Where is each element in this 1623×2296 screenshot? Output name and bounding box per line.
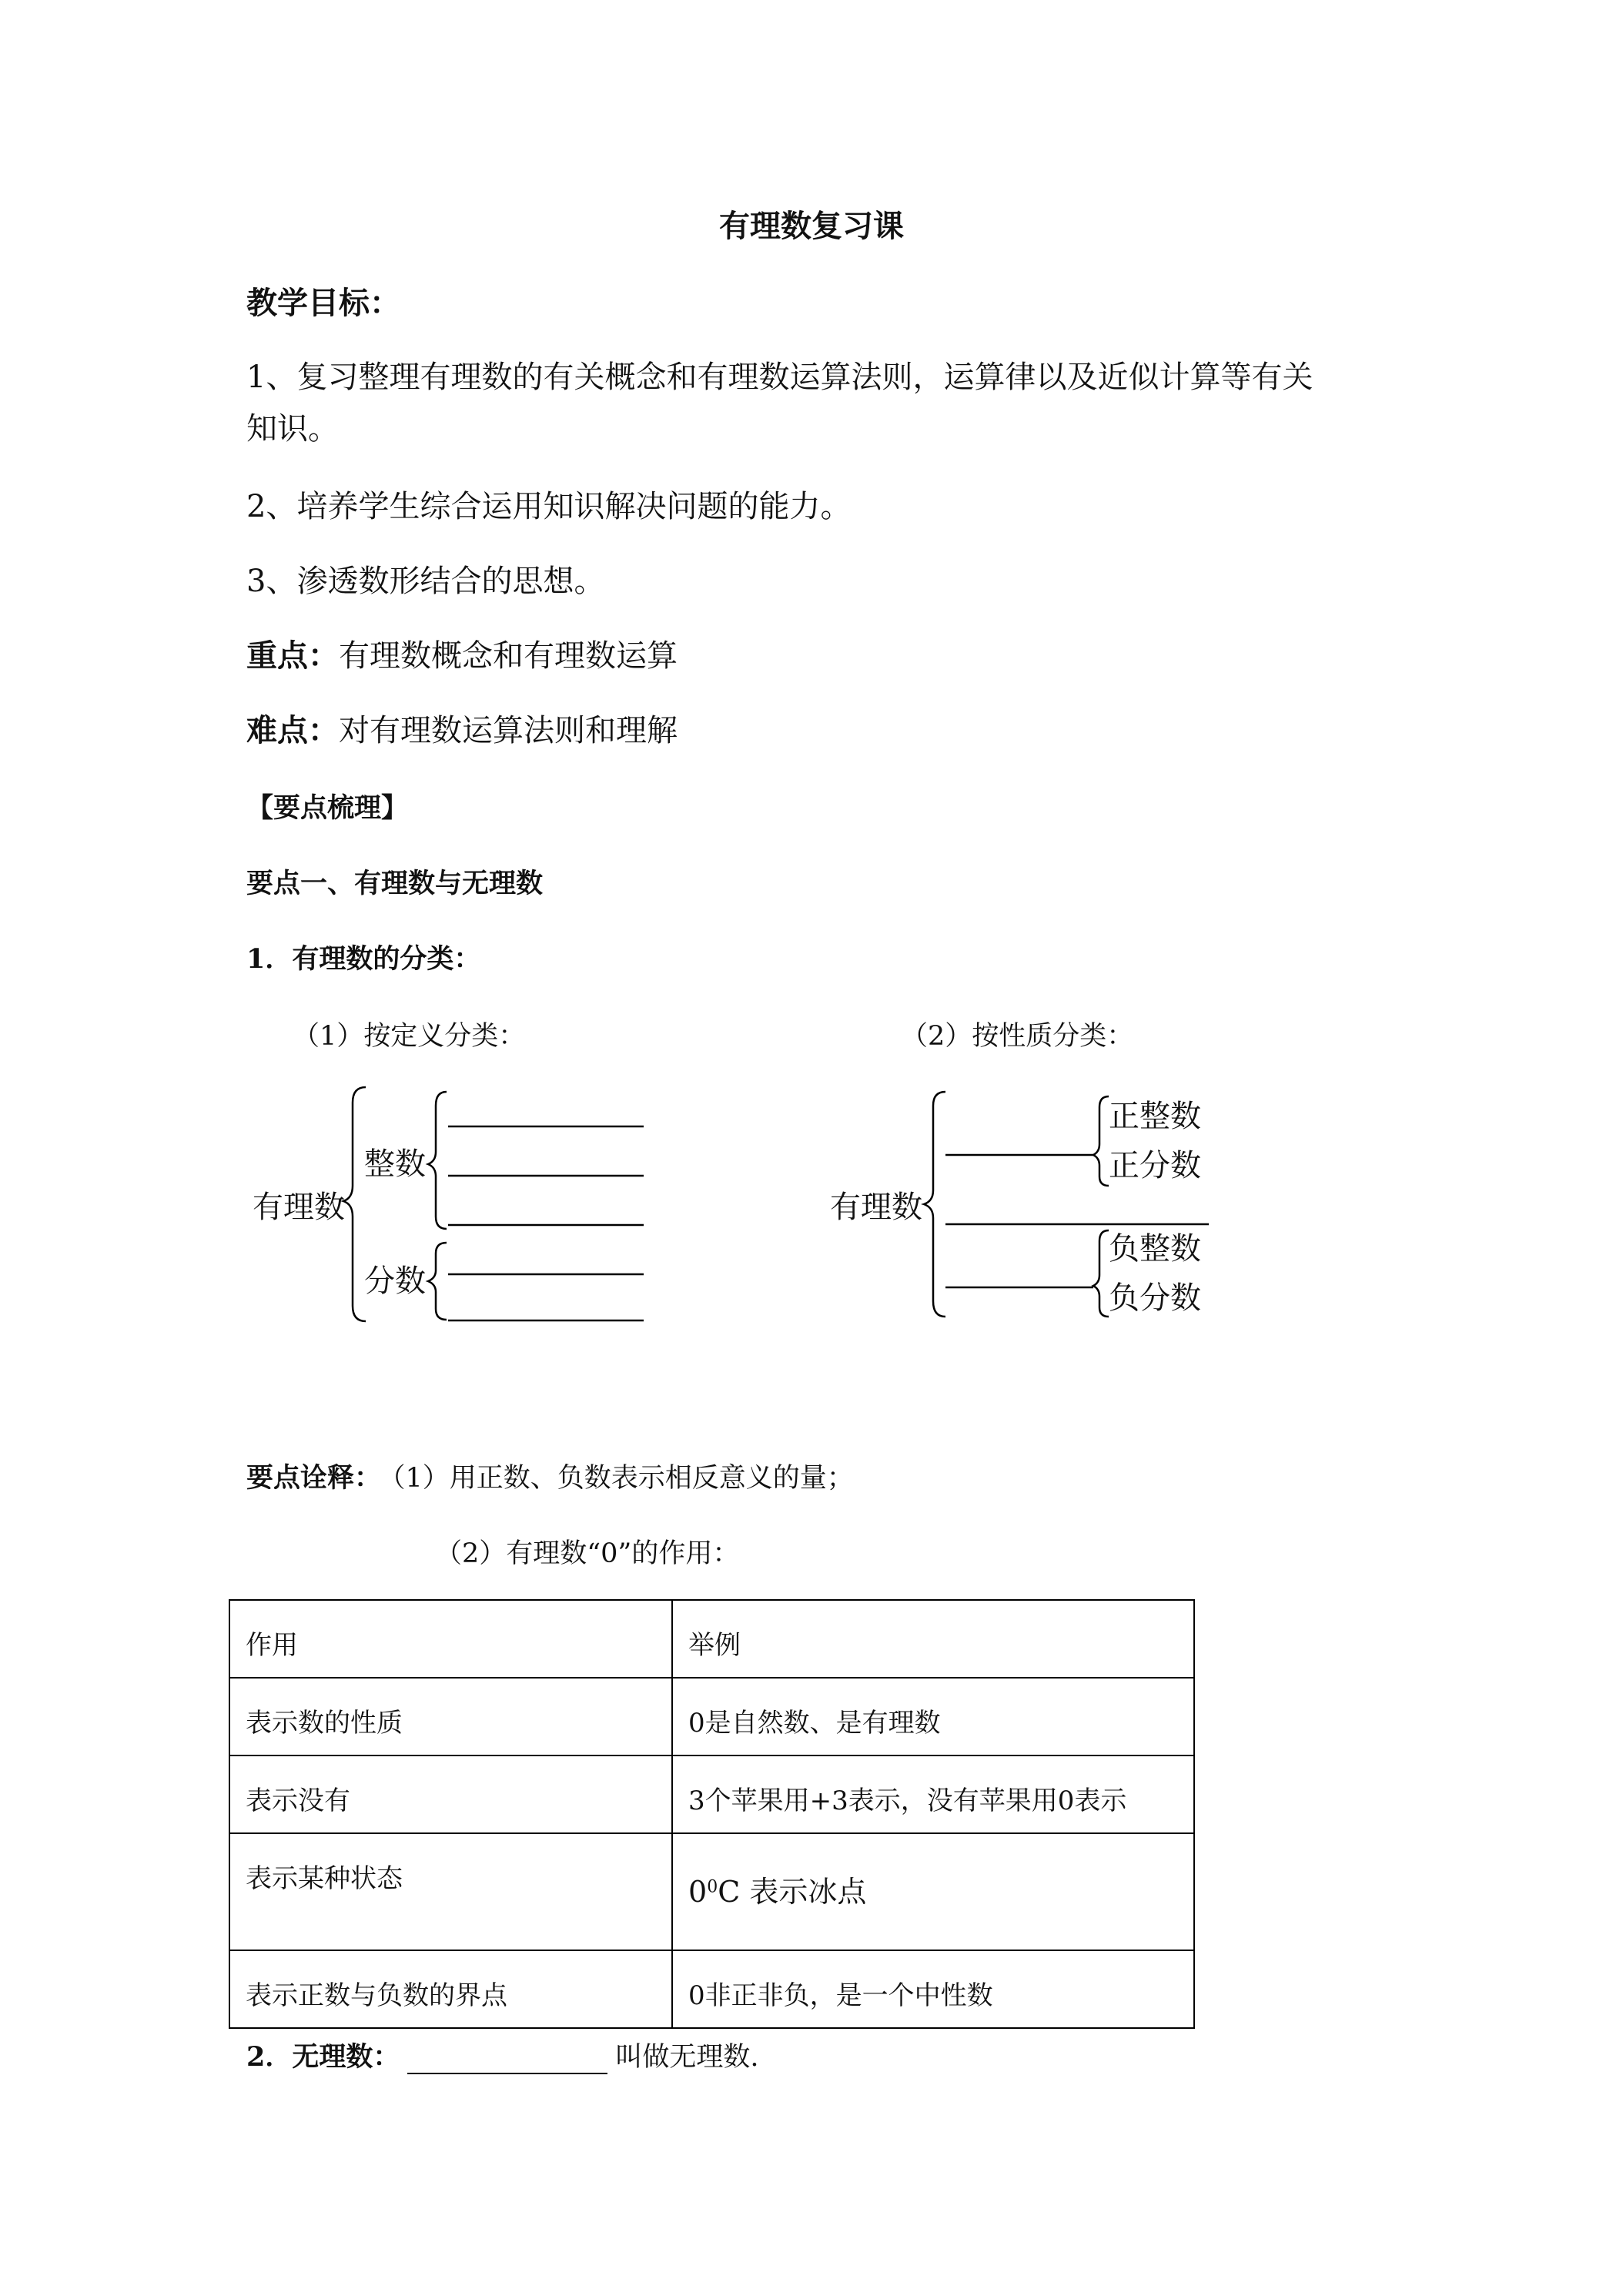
table-row [229,1755,1194,1833]
difficulty-text: 对有理数运算法则和理解 [339,713,678,748]
objective-1-line2: 知识。 [246,411,339,447]
sign-positive-fraction: 正分数 [1109,1148,1201,1183]
table-cell: 表示数的性质 [229,1678,672,1755]
irrational-definition [246,2036,759,2074]
objectives-heading: 教学目标： [246,285,400,321]
point1-heading: 要点一、有理数与无理数 [246,868,544,899]
table-cell: 0是自然数、是有理数 [672,1678,1194,1755]
sign-positive-brace [1093,1096,1109,1186]
page-title: 有理数复习课 [719,208,904,244]
key-point-text: 有理数概念和有理数运算 [339,638,678,674]
table-header-cell: 举例 [672,1600,1194,1678]
zero-roles-table [229,1599,1195,2029]
notes-label: 要点诠释： [246,1462,382,1494]
objective-3: 3、渗透数形结合的思想。 [246,564,605,599]
table-row [229,1833,1194,1950]
sign-root-brace [924,1092,945,1317]
table-header-row [229,1600,1194,1678]
sign-root-label: 有理数 [830,1190,922,1225]
irrational-suffix: 叫做无理数. [615,2042,759,2073]
table-cell [672,1833,1194,1950]
def-root-brace [343,1087,366,1321]
summary-heading: 【要点梳理】 [246,792,409,824]
degree-mark: 0 [707,1877,718,1897]
table-cell: 表示某种状态 [229,1833,672,1950]
table-row [229,1678,1194,1755]
table-header-cell: 作用 [229,1600,672,1678]
key-point-label: 重点： [246,638,339,674]
table-cell: 表示没有 [229,1755,672,1833]
sign-positive-integer: 正整数 [1109,1099,1201,1134]
freezing-point-text: C 表示冰点 [718,1875,867,1909]
classification-heading: 1．有理数的分类： [246,943,481,975]
by-sign-caption: （2）按性质分类： [901,1021,1134,1052]
notes-row1 [246,1457,854,1495]
freezing-point-example [688,1868,1178,1910]
table-row [229,1950,1194,2028]
note-1: （1）用正数、负数表示相反意义的量； [392,1463,854,1494]
table-cell: 表示正数与负数的界点 [229,1950,672,2028]
sign-negative-brace [1093,1230,1109,1317]
objective-1-line1: 1、复习整理有理数的有关概念和有理数运算法则，运算律以及近似计算等有关 [246,360,1313,395]
def-integer-brace [428,1092,447,1229]
objective-2: 2、培养学生综合运用知识解决问题的能力。 [246,489,852,524]
degree-zero: 0 [688,1875,708,1909]
irrational-label: 2．无理数： [246,2041,400,2073]
def-root-label: 有理数 [253,1190,345,1225]
sign-negative-fraction: 负分数 [1109,1280,1201,1316]
def-fraction-brace [428,1243,447,1320]
difficulty-label: 难点： [246,712,339,748]
def-fraction-label: 分数 [364,1263,426,1299]
sign-negative-integer: 负整数 [1109,1231,1201,1267]
note-2: （2）有理数“0”的作用： [435,1538,740,1569]
table-cell: 0非正非负，是一个中性数 [672,1950,1194,2028]
table-cell: 3个苹果用+3表示，没有苹果用0表示 [672,1755,1194,1833]
def-integer-label: 整数 [364,1146,426,1182]
by-definition-caption: （1）按定义分类： [293,1021,526,1052]
irrational-blank [407,2047,607,2074]
